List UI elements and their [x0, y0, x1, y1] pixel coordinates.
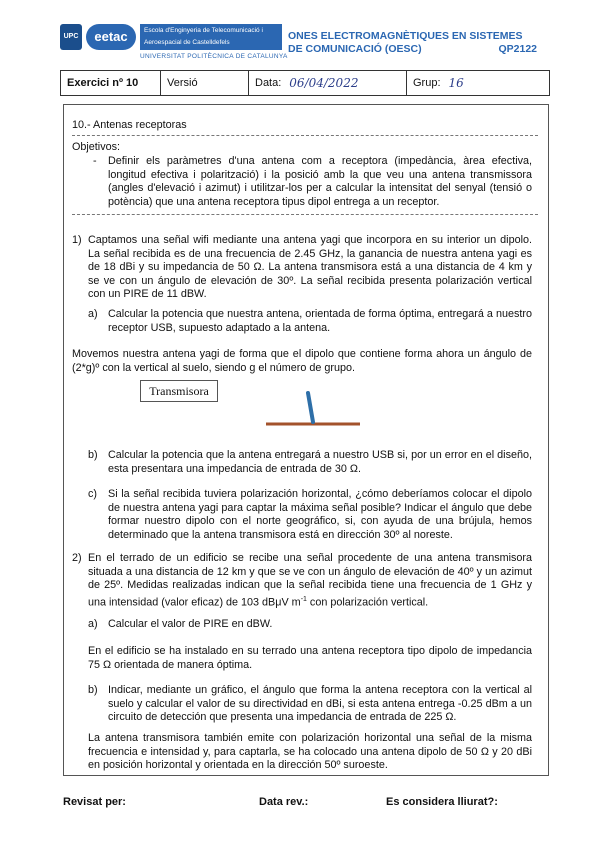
university-name: UNIVERSITAT POLITÈCNICA DE CATALUNYA — [140, 53, 288, 60]
exercise-info-row — [60, 70, 550, 96]
problem1-c-text: Si la señal recibida tuviera polarización horizontal, ¿cómo deberíamos colocar el dipolo de nuestra antena yagi para captar la máxima señal posible? Indicar el ángulo que debe formar nuestro dipolo con el norte geográfico, si, con ayuda de una brújula, hemos determinado que la antena transmisora está en dirección 30º al noreste. — [108, 488, 532, 541]
section-title: 10.- Antenas receptoras — [72, 119, 187, 131]
version-label: Versió — [161, 71, 249, 95]
objectives-bullet: - — [93, 155, 97, 167]
date-value: 06/04/2022 — [289, 76, 359, 90]
divider-top — [72, 135, 538, 136]
course-title: ONES ELECTROMAGNÈTIQUES EN SISTEMES DE COMUNICACIÓ (OESC) — [288, 30, 523, 55]
dipole-antenna — [308, 393, 313, 422]
exercise-number: Exercici nº 10 — [61, 71, 161, 95]
reviewed-by-label: Revisat per: — [63, 796, 126, 808]
date-label: Data: — [255, 77, 282, 89]
review-date-label: Data rev.: — [259, 796, 309, 808]
transmitter-label-box: Transmisora — [140, 380, 218, 402]
horizontal-polarization-text: La antena transmisora también emite con polarización horizontal una señal de la misma frecuencia e intensidad y, para captarla, se ha colocado una antena dipolo de 50 Ω y 20 dBi en posición horizontal y orientada en la dirección 50º suroeste. — [88, 732, 532, 771]
problem2-intro: En el terrado de un edificio se recibe una señal procedente de una antena transmisora situada a una distancia de 12 km y que se ve con un ángulo de elevación de 40º y un azimut de 25º. Medidas realizadas indican que la señal recibida tiene una frecuencia de 1 GHz y una intensidad (valor eficaz) de 103 dBμV $m^{-1}$ con polarización vertical. — [88, 552, 532, 609]
group-label: Grup: — [413, 77, 441, 89]
problem1-intro: Captamos una señal wifi mediante una antena yagi que incorpora en su interior un dipolo. La señal recibida es de una frecuencia de 2.45 GHz, la ganancia de nuestra antena yagi es de 18 dBi y su impedancia de 50 Ω. La antena transmisora está a una distancia de 4 km y se ve con un ángulo de elevación de 30º. La señal recibida presenta polarización vertical con un PIRE de 11 dBW. — [88, 234, 532, 300]
upc-logo: UPC — [60, 24, 82, 50]
group-field — [407, 71, 549, 95]
problem2-number: 2) — [72, 552, 82, 564]
problem1-c-label: c) — [88, 488, 97, 500]
course-code: QP2122 — [498, 43, 537, 55]
problem1-a-text: Calcular la potencia que nuestra antena, orientada de forma óptima, entregará a nuestro receptor USB, supuesto adaptado a la antena. — [108, 308, 532, 334]
divider-bottom — [72, 214, 538, 215]
objectives-text: Definir els paràmetres d'una antena com a receptora (impedància, àrea efectiva, longitud efectiva i polarització) i la posició amb la que veu una antena transmissora (angles d'elevació i azimut) i utilitzar-los per a calcular la intensitat del senyal (tensió o potència) que una antena receptora tipus dipol entrega a un receptor. — [108, 155, 532, 208]
problem1-b-text: Calcular la potencia que la antena entregará a nuestro USB si, por un error en el diseño, esta presentara una impedancia de entrada de 30 Ω. — [108, 449, 532, 475]
delivered-label: Es considera lliurat?: — [386, 796, 498, 808]
objectives-heading: Objetivos: — [72, 141, 121, 153]
problem1-b-label: b) — [88, 449, 98, 461]
problem2-a-text: Calcular el valor de PIRE en dBW. — [108, 618, 273, 630]
group-value: 16 — [448, 76, 464, 90]
antenna-diagram — [260, 388, 370, 428]
problem2-b-label: b) — [88, 684, 98, 696]
problem2-b-text: Indicar, mediante un gráfico, el ángulo que forma la antena receptora con la vertical al suelo y calcular el valor de su directividad en dBi, si esta antena entrega -0.25 dBm a un circuito de detección que presenta una impedancia de entrada de 225 Ω. — [108, 684, 532, 723]
move-antenna-text: Movemos nuestra antena yagi de forma que el dipolo que contiene forma ahora un ángulo de (2*g)º con la vertical al suelo, siendo g el número de grupo. — [72, 348, 532, 374]
installed-antenna-text: En el edificio se ha instalado en su terrado una antena receptora tipo dipolo de impedancia 75 Ω orientada de manera óptima. — [88, 645, 532, 671]
problem1-a-label: a) — [88, 308, 98, 320]
school-name: Escola d'Enginyeria de Telecomunicació i Aeroespacial de Castelldefels — [140, 24, 282, 50]
eetac-logo: eetac — [86, 24, 136, 50]
problem2-a-label: a) — [88, 618, 98, 630]
date-field — [249, 71, 407, 95]
problem1-number: 1) — [72, 234, 82, 246]
